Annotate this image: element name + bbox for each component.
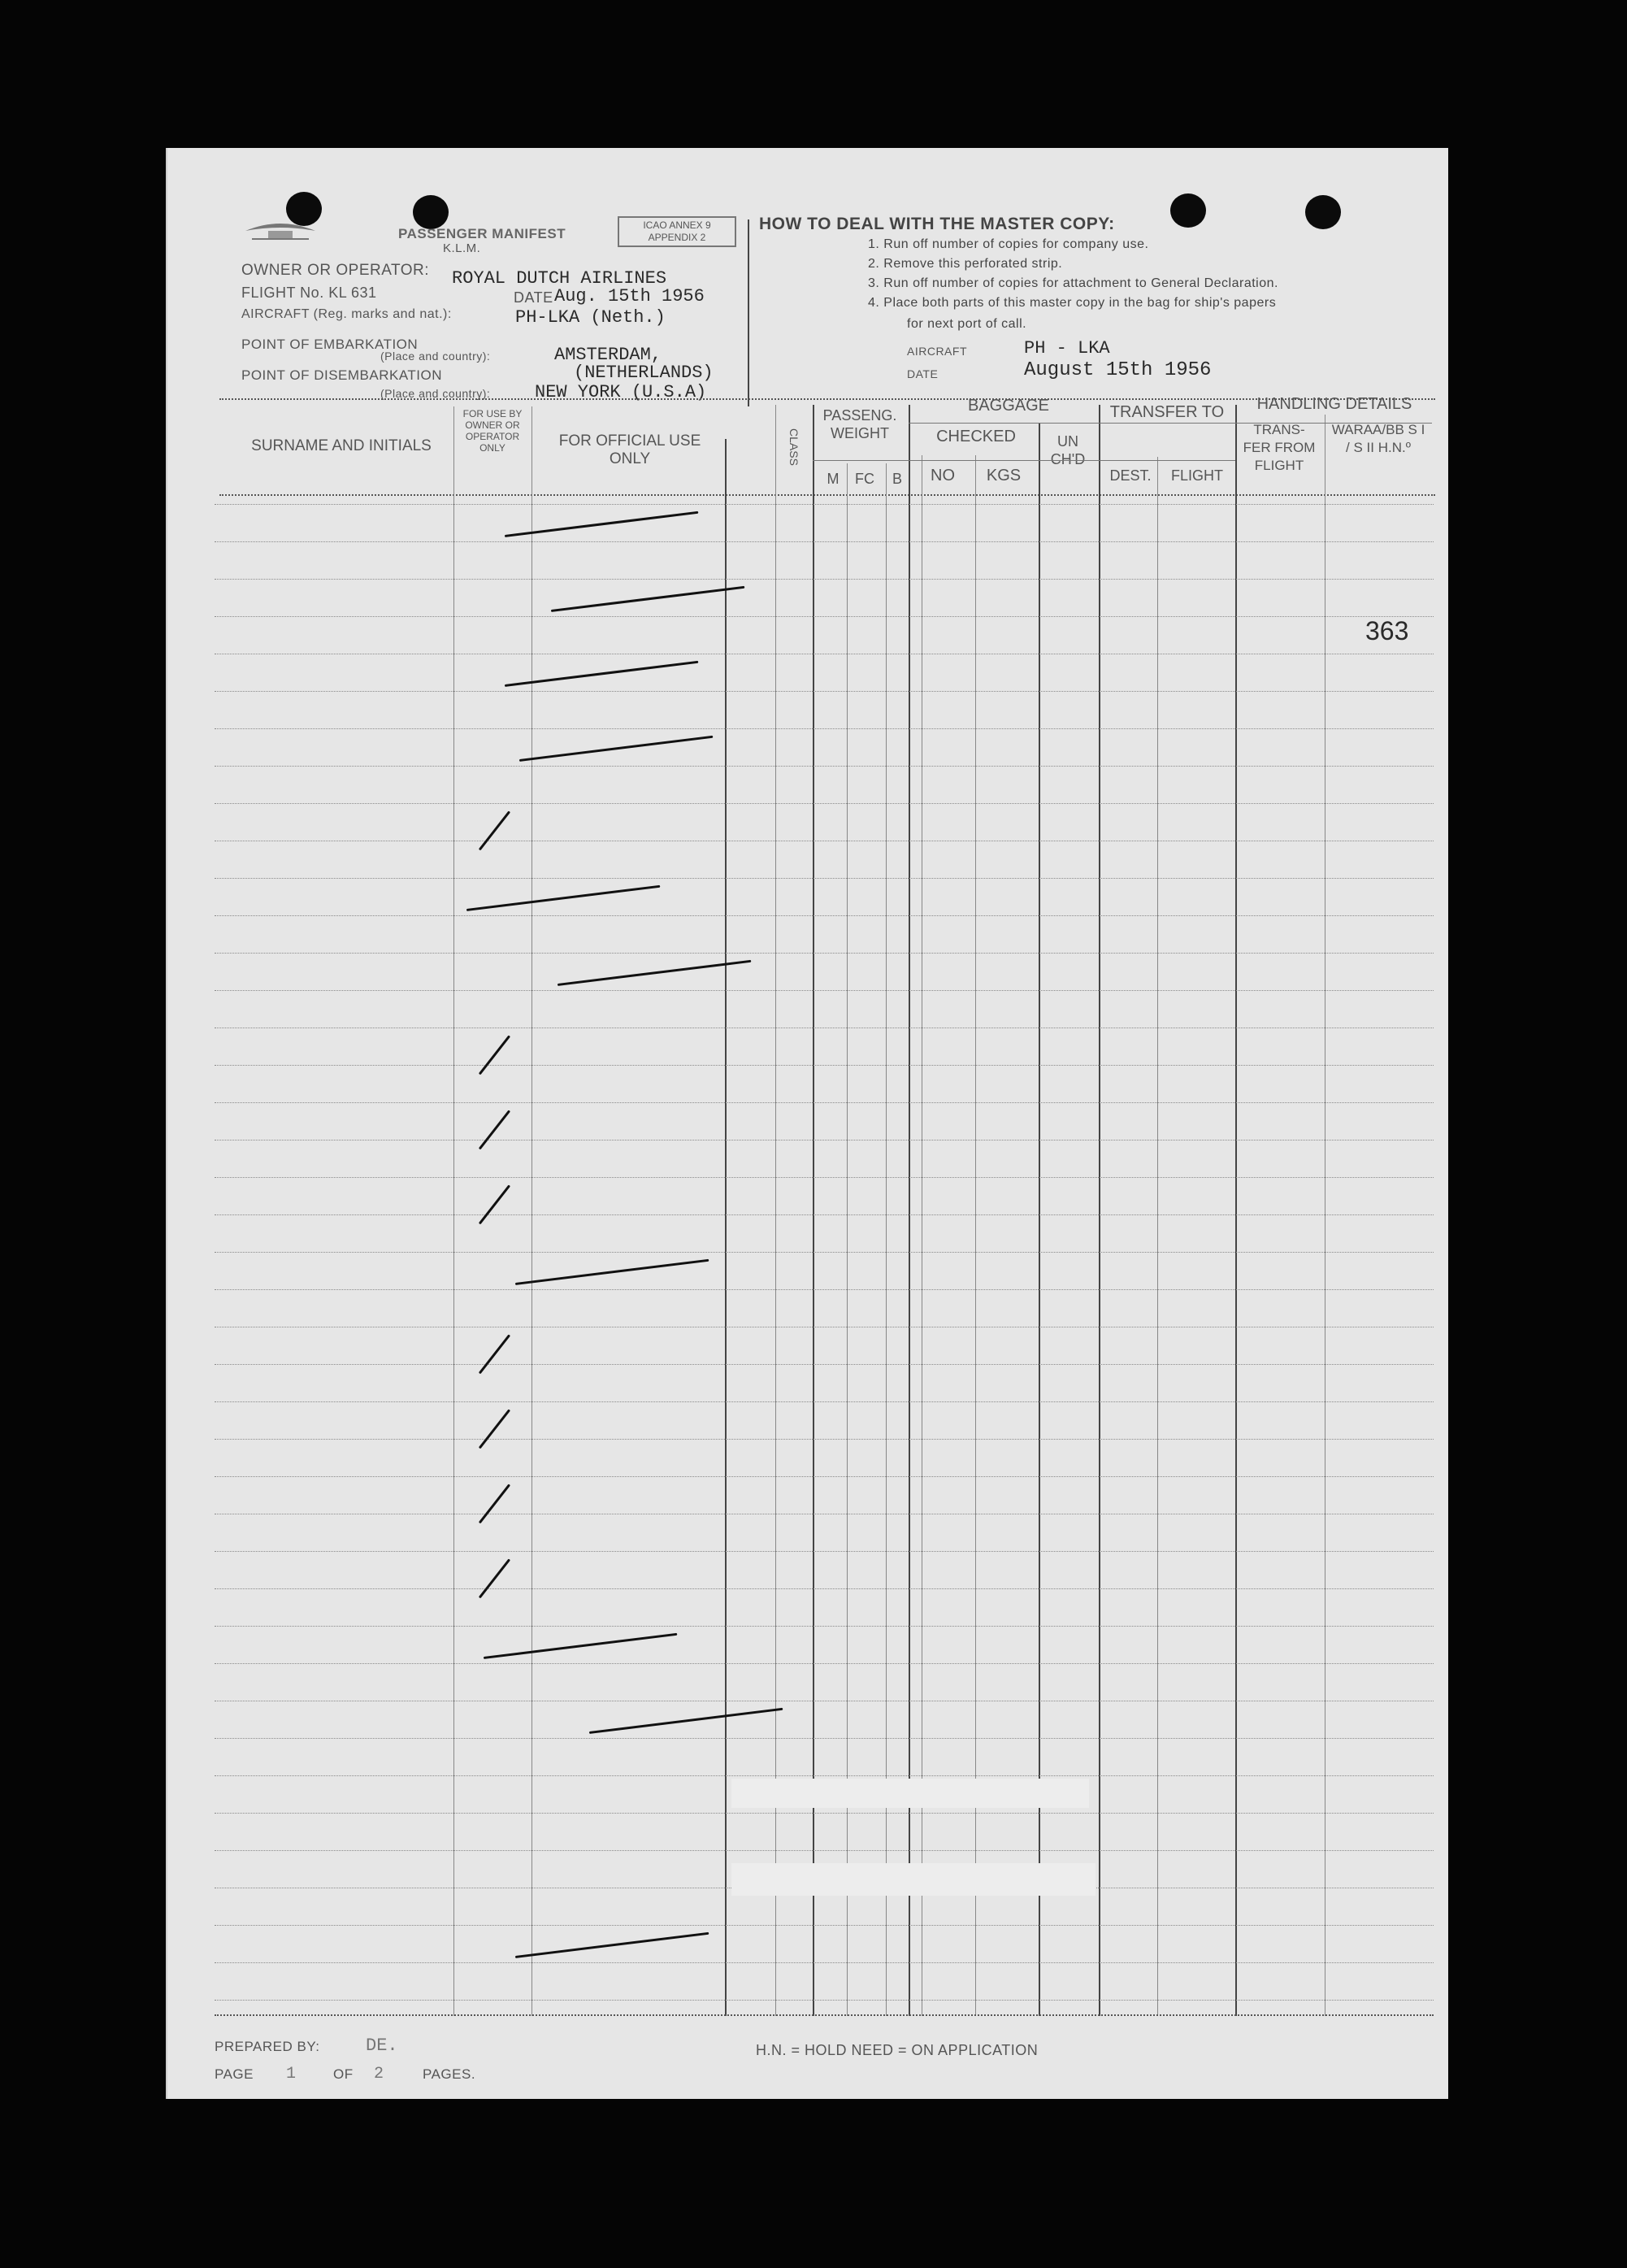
ruled-line <box>215 616 1434 617</box>
ruled-line <box>215 766 1434 767</box>
ruled-line <box>215 1102 1434 1103</box>
pages-label: PAGES. <box>423 2066 476 2082</box>
col-transfer-from: TRANS-FER FROM FLIGHT <box>1243 422 1316 473</box>
col-waraa: WARAA/BB S I / S II H.N.º <box>1331 422 1425 455</box>
col-weight-fc: FC <box>855 471 874 487</box>
col-handling: HANDLING DETAILS <box>1256 395 1412 413</box>
grid-line <box>1235 405 1237 2016</box>
master-copy-title: HOW TO DEAL WITH THE MASTER COPY: <box>759 215 1115 233</box>
aircraft-label: AIRCRAFT (Reg. marks and nat.): <box>241 307 452 321</box>
master-copy-item-1: 1. Run off number of copies for company use. <box>868 237 1149 251</box>
col-for-use: FOR USE BY OWNER OR OPERATOR ONLY <box>462 408 523 454</box>
ruled-line <box>215 1140 1434 1141</box>
master-date-value: August 15th 1956 <box>1024 359 1212 381</box>
master-copy-item-4: 4. Place both parts of this master copy in the bag for ship's papers <box>868 296 1277 310</box>
ruled-line <box>215 1551 1434 1552</box>
punch-hole <box>1170 193 1206 228</box>
col-dest: DEST. <box>1109 467 1152 484</box>
page-number-stamp: 363 <box>1365 616 1409 645</box>
embark-sub: (Place and country): <box>380 350 491 363</box>
flight-label: FLIGHT No. KL 631 <box>241 285 377 301</box>
ruled-line <box>215 1065 1434 1066</box>
ruled-line <box>215 1252 1434 1253</box>
ruled-line <box>215 1177 1434 1178</box>
ruled-line <box>215 1925 1434 1926</box>
ruled-line <box>215 728 1434 729</box>
page-value: 1 <box>286 2065 297 2083</box>
date-label: DATE <box>514 289 553 306</box>
date-value: Aug. 15th 1956 <box>554 286 705 306</box>
ruled-line <box>215 1439 1434 1440</box>
embark-label: POINT OF EMBARKATION <box>241 337 419 352</box>
col-official: FOR OFFICIAL USE ONLY <box>558 432 701 467</box>
col-weight-b: B <box>892 471 902 487</box>
grid-line <box>531 406 532 2016</box>
ruled-line <box>215 990 1434 991</box>
ruled-line <box>215 2000 1434 2001</box>
grid-line <box>775 405 776 2016</box>
ruled-line <box>215 579 1434 580</box>
ruled-line <box>215 878 1434 879</box>
ruled-line <box>215 1476 1434 1477</box>
col-checked: CHECKED <box>936 428 1016 445</box>
of-value: 2 <box>374 2065 384 2083</box>
disembark-sub: (Place and country): <box>380 387 491 400</box>
col-surname: SURNAME AND INITIALS <box>251 437 432 454</box>
ruled-line <box>215 803 1434 804</box>
master-copy-item-2: 2. Remove this perforated strip. <box>868 257 1063 271</box>
tape-strip <box>731 1863 1096 1896</box>
disembark-label: POINT OF DISEMBARKATION <box>241 367 443 383</box>
of-label: OF <box>333 2066 354 2082</box>
master-aircraft-label: AIRCRAFT <box>907 345 967 358</box>
grid-line <box>1039 423 1040 2016</box>
grid-line <box>909 423 1432 424</box>
col-class: CLASS <box>787 428 800 466</box>
col-weight: PASSENG. WEIGHT <box>822 407 897 441</box>
ruled-line <box>215 1214 1434 1215</box>
header-rule-bottom <box>219 494 1435 496</box>
ruled-line <box>215 915 1434 916</box>
master-aircraft-value: PH - LKA <box>1024 338 1110 358</box>
prepared-label: PREPARED BY: <box>215 2039 320 2054</box>
ruled-line <box>215 1401 1434 1402</box>
col-kgs: KGS <box>986 467 1022 484</box>
ruled-line <box>215 504 1434 505</box>
col-flight: FLIGHT <box>1170 467 1223 484</box>
ruled-line <box>215 1626 1434 1627</box>
ruled-line <box>215 1588 1434 1589</box>
punch-hole <box>1305 195 1341 229</box>
punch-hole <box>413 195 449 229</box>
col-no: NO <box>931 467 955 484</box>
col-weight-m: M <box>827 471 840 487</box>
aircraft-value: PH-LKA (Neth.) <box>515 307 666 328</box>
grid-line <box>453 406 454 2016</box>
ruled-line <box>215 1813 1434 1814</box>
ruled-line <box>215 691 1434 692</box>
grid-line <box>813 460 1235 461</box>
ruled-line <box>215 1738 1434 1739</box>
klm-wings-logo <box>244 219 317 247</box>
master-date-label: DATE <box>907 367 939 380</box>
ruled-line <box>215 541 1434 542</box>
grid-line <box>909 405 910 2016</box>
embark-value-country: (NETHERLANDS) <box>574 363 714 383</box>
footer-rule <box>215 2014 1434 2016</box>
ruled-line <box>215 1663 1434 1664</box>
grid-line <box>813 405 814 2016</box>
owner-label: OWNER OR OPERATOR: <box>241 262 430 279</box>
owner-value: ROYAL DUTCH AIRLINES <box>452 268 667 289</box>
tape-strip <box>731 1779 1089 1808</box>
col-unchd: UN CH'D <box>1050 433 1086 467</box>
col-transfer: TRANSFER TO <box>1109 403 1225 421</box>
master-copy-item-3: 3. Run off number of copies for attachment to General Declaration. <box>868 276 1278 290</box>
grid-line <box>725 439 727 2016</box>
embark-value: AMSTERDAM, <box>554 345 662 365</box>
ruled-line <box>215 1289 1434 1290</box>
prepared-value: DE. <box>366 2036 398 2056</box>
hold-need-note: H.N. = HOLD NEED = ON APPLICATION <box>756 2042 1039 2058</box>
ruled-line <box>215 1962 1434 1963</box>
ruled-line <box>215 953 1434 954</box>
page-label: PAGE <box>215 2066 254 2082</box>
manifest-title: PASSENGER MANIFEST <box>398 226 566 241</box>
ruled-line <box>215 1850 1434 1851</box>
icao-annex-box: ICAO ANNEX 9 APPENDIX 2 <box>618 216 736 247</box>
col-baggage: BAGGAGE <box>967 397 1050 415</box>
disembark-value: NEW YORK (U.S.A) <box>535 382 707 402</box>
header-divider <box>748 219 749 406</box>
grid-line <box>1099 405 1100 2016</box>
ruled-line <box>215 1775 1434 1776</box>
manifest-subtitle: K.L.M. <box>443 241 481 255</box>
master-copy-item-4-cont: for next port of call. <box>907 317 1027 331</box>
ruled-line <box>215 1364 1434 1365</box>
